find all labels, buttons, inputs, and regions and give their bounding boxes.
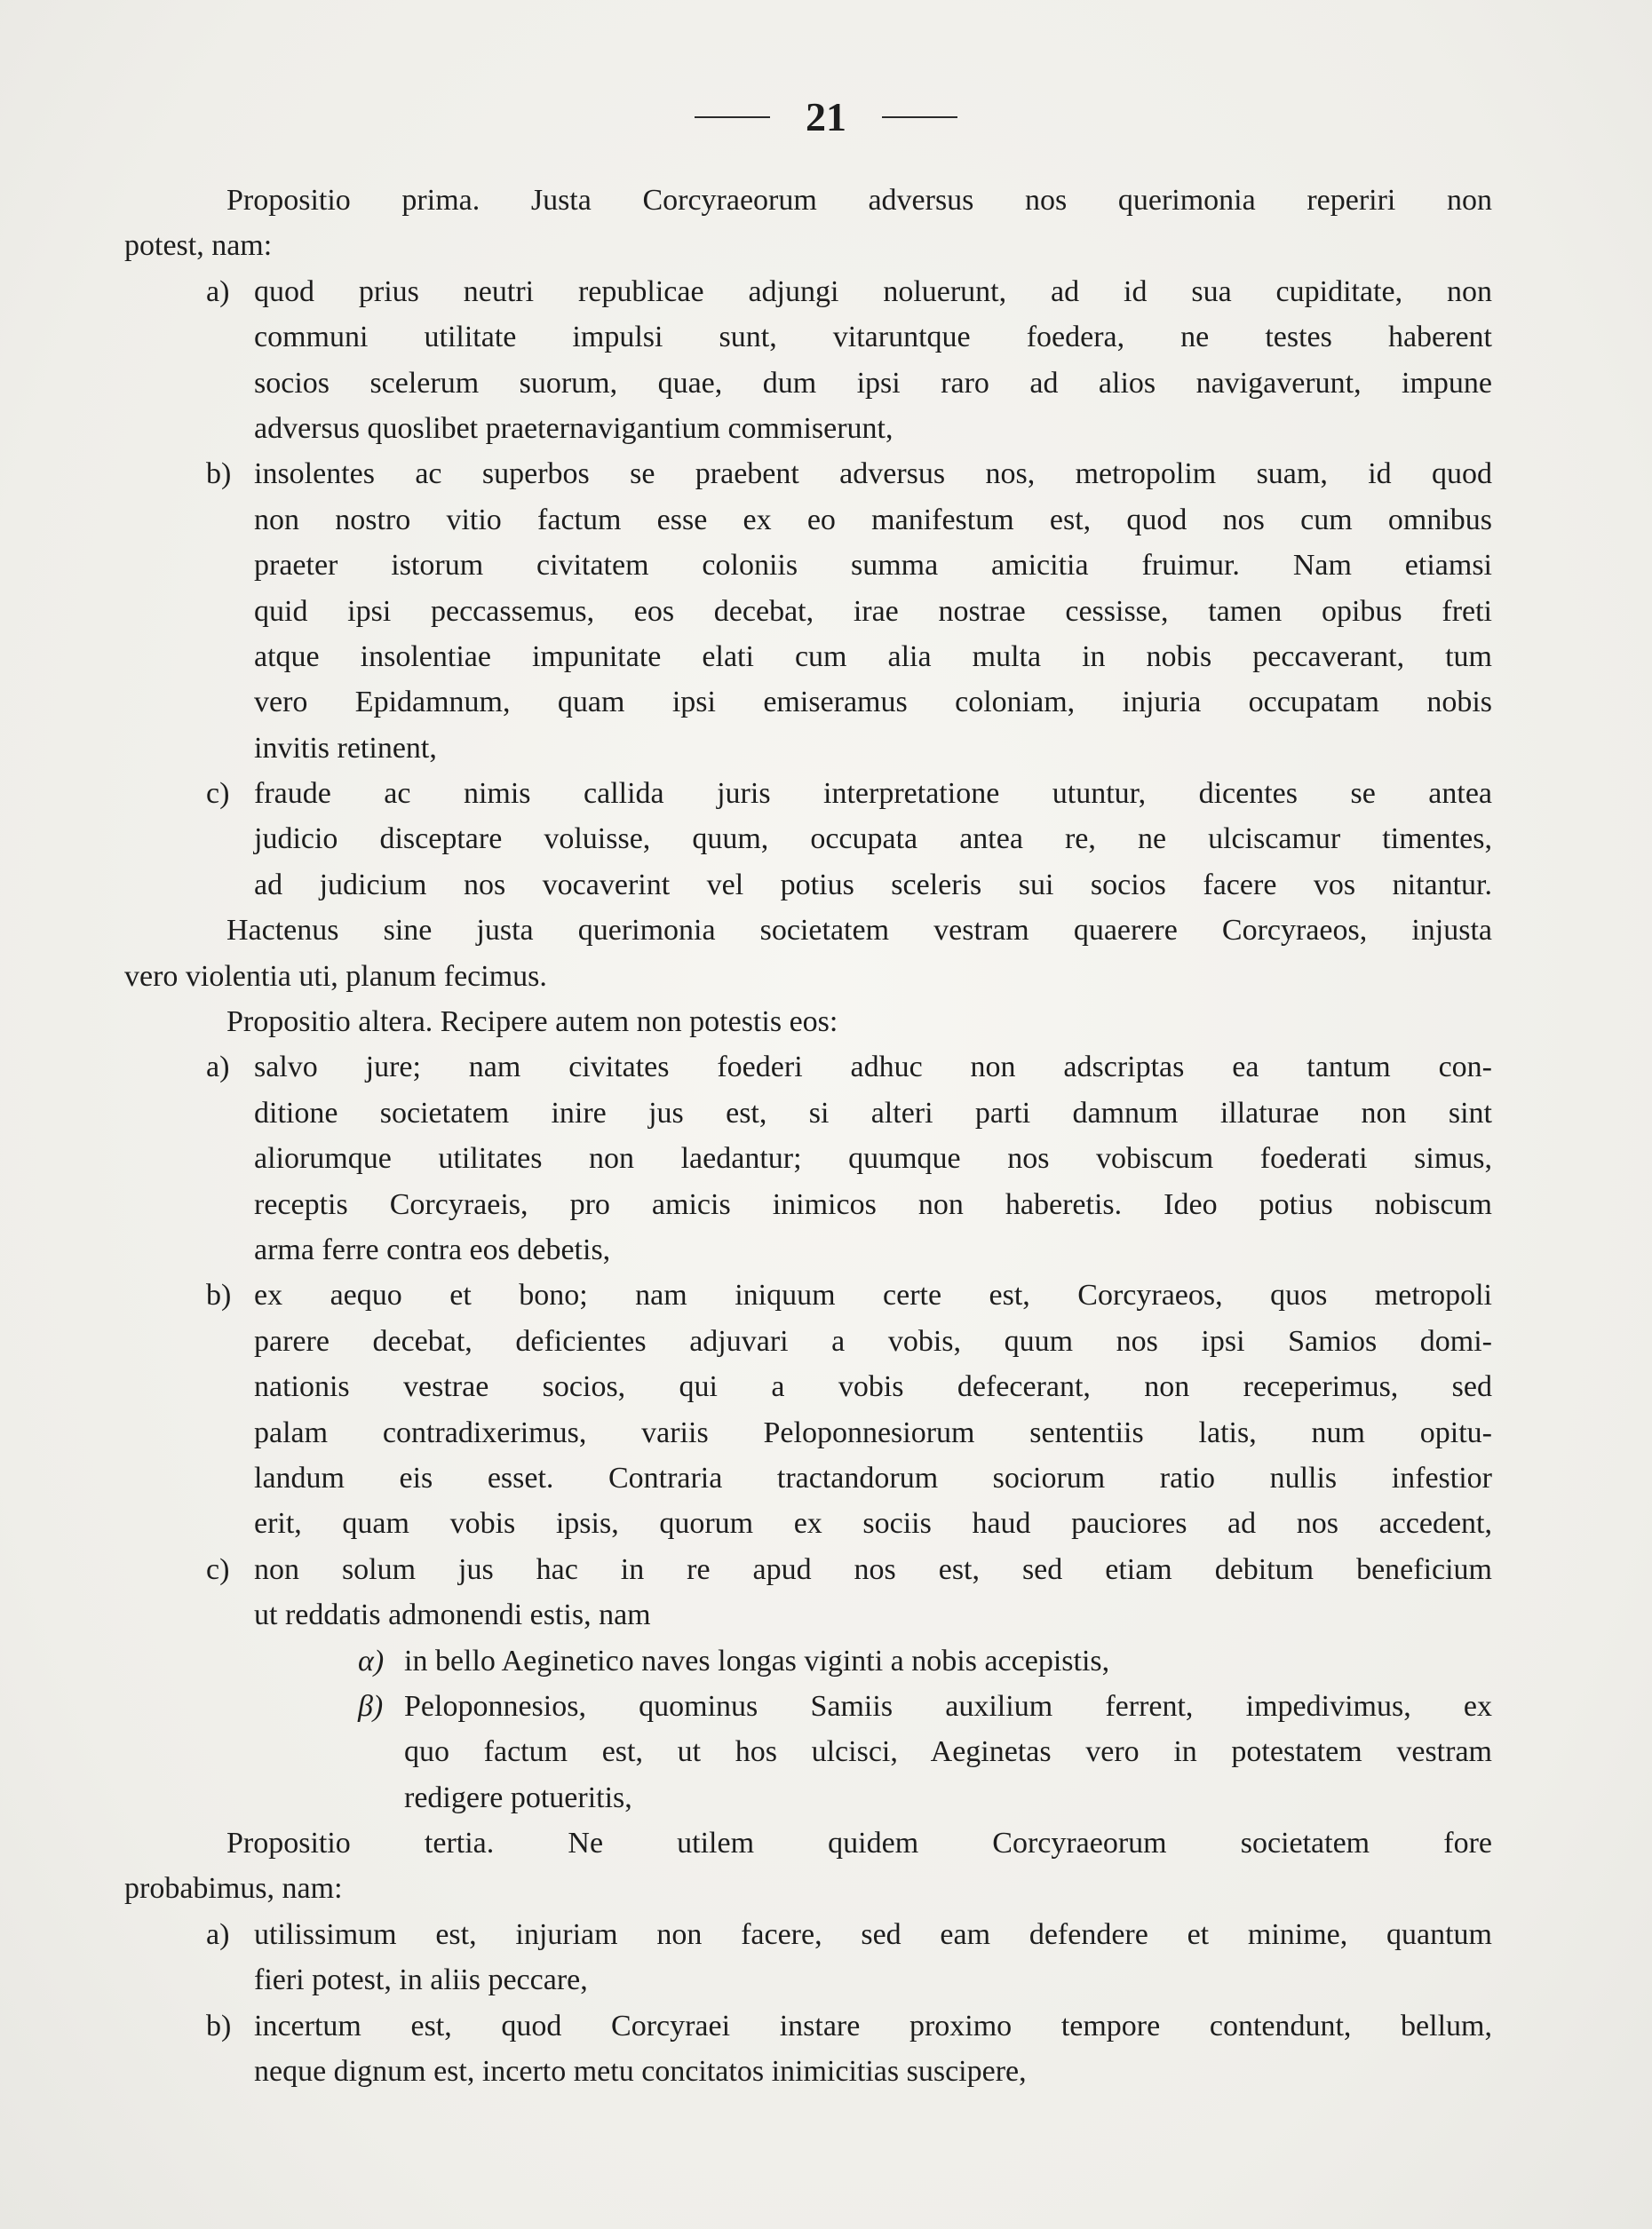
line-text: probabimus, nam:: [124, 1872, 343, 1906]
text-line: [124, 361, 1492, 406]
line-text: arma ferre contra eos debetis,: [254, 1233, 611, 1266]
text-line: [124, 1319, 1492, 1364]
line-text: receptis Corcyraeis, pro amicis inimicos non haberetis. Ideo potius nobiscum: [254, 1187, 1492, 1221]
line-text: potest, nam:: [124, 229, 273, 263]
line-text: quid ipsi peccassemus, eos decebat, irae nostrae cessisse, tamen opibus freti: [254, 594, 1492, 628]
text-line: [124, 908, 1492, 953]
text-line: [124, 726, 1492, 771]
line-text: invitis retinent,: [254, 731, 437, 765]
line-text: fraude ac nimis callida juris interpretatione utuntur, dicentes se antea: [254, 777, 1492, 811]
text-line: [124, 178, 1492, 223]
line-text: communi utilitate impulsi sunt, vitaruntque foedera, ne testes haberent: [254, 321, 1492, 354]
line-text: Peloponnesios, quominus Samiis auxilium ferrent, impedivimus, ex: [404, 1689, 1492, 1723]
text-line: [124, 954, 1492, 999]
list-item-line: [124, 1912, 1492, 1957]
line-text: quo factum est, ut hos ulcisci, Aeginetas vero in potestatem vestram: [404, 1735, 1492, 1769]
text-line: [124, 1136, 1492, 1181]
line-text: redigere potueritis,: [404, 1781, 632, 1814]
line-text: insolentes ac superbos se praebent adversus nos, metropolim suam, id quod: [254, 457, 1492, 491]
line-text: incertum est, quod Corcyraei instare proximo tempore contendunt, bellum,: [254, 2009, 1492, 2043]
list-item-line: [124, 771, 1492, 816]
line-text: Propositio tertia. Ne utilem quidem Corcyraeorum societatem fore: [226, 1827, 1492, 1860]
item-label: a): [206, 1051, 230, 1084]
body-text: [124, 178, 1492, 2094]
list-item-line: [124, 2003, 1492, 2049]
list-item-line: [124, 451, 1492, 496]
text-line: [124, 1866, 1492, 1911]
text-line: [124, 634, 1492, 679]
line-text: aliorumque utilitates non laedantur; quumque nos vobiscum foederati simus,: [254, 1142, 1492, 1176]
sublist-item-line: [124, 1684, 1492, 1729]
text-line: [124, 497, 1492, 543]
line-text: in bello Aeginetico naves longas viginti a nobis accepistis,: [404, 1644, 1110, 1678]
text-line: [124, 543, 1492, 588]
text-line: [124, 1957, 1492, 2003]
subitem-label: β): [358, 1689, 384, 1723]
line-text: non solum jus hac in re apud nos est, sed etiam debitum beneficium: [254, 1552, 1492, 1586]
text-line: [124, 999, 1492, 1044]
item-label: a): [206, 1917, 230, 1951]
text-line: [124, 679, 1492, 725]
list-item-line: [124, 1547, 1492, 1592]
sublist-item-line: [124, 1638, 1492, 1684]
line-text: Propositio prima. Justa Corcyraeorum adversus nos querimonia reperiri non: [226, 184, 1492, 217]
list-item-line: [124, 269, 1492, 314]
text-line: [124, 406, 1492, 451]
text-line: [124, 1501, 1492, 1546]
line-text: vero Epidamnum, quam ipsi emiseramus coloniam, injuria occupatam nobis: [254, 686, 1492, 719]
item-label: a): [206, 274, 230, 308]
line-text: palam contradixerimus, variis Peloponnesiorum sententiis latis, num opitu-: [254, 1416, 1492, 1449]
subitem-label: α): [358, 1644, 385, 1678]
line-text: parere decebat, deficientes adjuvari a vobis, quum nos ipsi Samios domi-: [254, 1324, 1492, 1358]
text-line: [124, 816, 1492, 861]
list-item-line: [124, 1044, 1492, 1090]
text-line: [124, 1091, 1492, 1136]
line-text: socios scelerum suorum, quae, dum ipsi raro ad alios navigaverunt, impune: [254, 366, 1492, 400]
line-text: ad judicium nos vocaverint vel potius sceleris sui socios facere vos nitantur.: [254, 868, 1492, 901]
item-label: c): [206, 777, 230, 811]
text-line: [124, 589, 1492, 634]
text-line: [124, 1592, 1492, 1638]
line-text: nationis vestrae socios, qui a vobis defecerant, non receperimus, sed: [254, 1370, 1492, 1404]
line-text: ut reddatis admonendi estis, nam: [254, 1598, 651, 1632]
header-rule-right: [882, 116, 957, 118]
text-line: [124, 2049, 1492, 2094]
line-text: quod prius neutri republicae adjungi noluerunt, ad id sua cupiditate, non: [254, 274, 1492, 308]
page-number: 21: [806, 94, 846, 139]
line-text: vero violentia uti, planum fecimus.: [124, 959, 547, 993]
text-line: [124, 1182, 1492, 1227]
item-label: b): [206, 2009, 232, 2043]
line-text: erit, quam vobis ipsis, quorum ex sociis haud pauciores ad nos accedent,: [254, 1507, 1492, 1541]
text-line: [124, 1820, 1492, 1866]
list-item-line: [124, 1273, 1492, 1318]
line-text: atque insolentiae impunitate elati cum alia multa in nobis peccaverant, tum: [254, 639, 1492, 673]
text-line: [124, 314, 1492, 360]
item-label: c): [206, 1552, 230, 1586]
text-line: [124, 1775, 1492, 1820]
page-header: [0, 93, 1652, 140]
line-text: praeter istorum civitatem coloniis summa amicitia fruimur. Nam etiamsi: [254, 549, 1492, 583]
item-label: b): [206, 1279, 232, 1313]
line-text: neque dignum est, incerto metu concitatos inimicitias suscipere,: [254, 2055, 1027, 2089]
line-text: ditione societatem inire jus est, si alteri parti damnum illaturae non sint: [254, 1096, 1492, 1130]
item-label: b): [206, 457, 232, 491]
text-line: [124, 1729, 1492, 1774]
line-text: Hactenus sine justa querimonia societatem vestram quaerere Corcyraeos, injusta: [226, 914, 1492, 948]
line-text: utilissimum est, injuriam non facere, sed eam defendere et minime, quantum: [254, 1917, 1492, 1951]
line-text: ex aequo et bono; nam iniquum certe est, Corcyraeos, quos metropoli: [254, 1279, 1492, 1313]
line-text: adversus quoslibet praeternavigantium commiserunt,: [254, 411, 894, 445]
text-line: [124, 1456, 1492, 1501]
line-text: Propositio altera. Recipere autem non potestis eos:: [226, 1005, 838, 1039]
text-line: [124, 223, 1492, 268]
line-text: non nostro vitio factum esse ex eo manifestum est, quod nos cum omnibus: [254, 503, 1492, 536]
text-line: [124, 1410, 1492, 1456]
line-text: judicio disceptare voluisse, quum, occupata antea re, ne ulciscamur timentes,: [254, 822, 1492, 856]
text-line: [124, 1227, 1492, 1273]
line-text: salvo jure; nam civitates foederi adhuc non adscriptas ea tantum con-: [254, 1051, 1492, 1084]
line-text: landum eis esset. Contraria tractandorum sociorum ratio nullis infestior: [254, 1461, 1492, 1495]
text-line: [124, 862, 1492, 908]
text-line: [124, 1364, 1492, 1409]
header-rule-left: [695, 116, 770, 118]
line-text: fieri potest, in aliis peccare,: [254, 1963, 588, 1997]
